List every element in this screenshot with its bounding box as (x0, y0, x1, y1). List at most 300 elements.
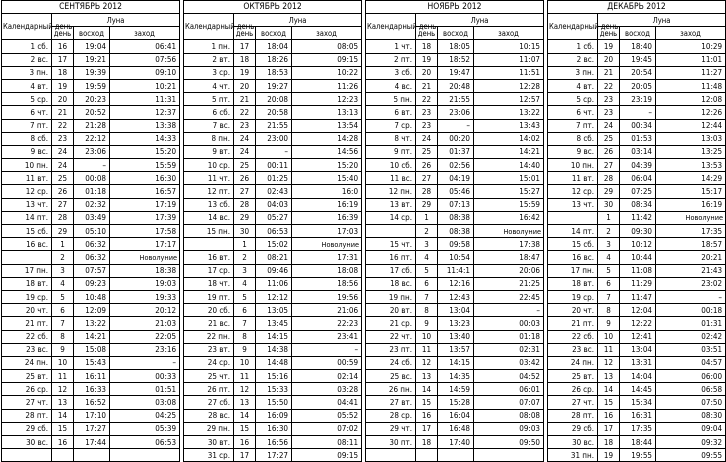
table-row (366, 159, 544, 172)
moon-table (365, 0, 544, 462)
table-row (548, 40, 726, 53)
moonrise-cell: 01:18 (74, 185, 110, 198)
moon-day-header: день (598, 27, 620, 40)
moonrise-cell: 20:23 (74, 93, 110, 106)
calendar-day-cell: 20 чт. (548, 304, 598, 317)
moonrise-cell: 20:48 (438, 79, 474, 92)
calendar-day-cell: 2 вс. (548, 53, 598, 66)
table-row (366, 370, 544, 383)
moon-day-cell: 1 (598, 211, 620, 224)
moon-day-cell: 27 (52, 198, 74, 211)
table-row (548, 119, 726, 132)
calendar-day-cell: 24 сб. (366, 356, 416, 369)
calendar-day-cell: 7 пт. (548, 119, 598, 132)
table-row (184, 198, 362, 211)
moonset-cell: – (656, 290, 726, 303)
moon-day-cell: 23 (416, 106, 438, 119)
moon-day-cell: 20 (52, 93, 74, 106)
calendar-day-cell: 23 пт. (366, 343, 416, 356)
table-row (2, 185, 180, 198)
calendar-day-cell: 21 пт. (548, 317, 598, 330)
moon-day-cell: 10 (598, 330, 620, 343)
moonrise-cell: 03:14 (620, 145, 656, 158)
table-row (184, 185, 362, 198)
moonrise-cell: 14:21 (74, 330, 110, 343)
new-moon-label: Новолуние (110, 251, 180, 264)
moonrise-header: восход (438, 27, 474, 40)
moonset-cell: 04:25 (110, 409, 180, 422)
calendar-day-cell: 17 сб. (366, 264, 416, 277)
table-row (548, 317, 726, 330)
moon-day-cell: 9 (416, 317, 438, 330)
calendar-day-cell: 9 пт. (366, 145, 416, 158)
calendar-day-cell: 11 чт. (184, 172, 234, 185)
moonset-header: заход (656, 27, 726, 40)
table-row (366, 409, 544, 422)
moonset-cell: 22:23 (292, 317, 362, 330)
moonset-cell: 12:28 (474, 79, 544, 92)
moon-table (547, 0, 726, 462)
moonrise-cell: 04:39 (620, 159, 656, 172)
moonrise-cell: 13:04 (620, 343, 656, 356)
moonset-cell: 16:0 (292, 185, 362, 198)
table-row (366, 93, 544, 106)
moon-day-cell: 3 (234, 264, 256, 277)
moonrise-cell: 12:16 (438, 277, 474, 290)
moon-day-cell: 23 (52, 132, 74, 145)
moon-day-cell: 22 (416, 93, 438, 106)
table-row (2, 119, 180, 132)
calendar-day-cell: 8 чт. (366, 132, 416, 145)
month-title: СЕНТЯБРЬ 2012 (2, 1, 180, 14)
moonset-cell: 07:50 (656, 396, 726, 409)
table-row (2, 277, 180, 290)
moonset-cell: 16:42 (474, 211, 544, 224)
table-row (2, 211, 180, 224)
moonset-cell: 21:06 (292, 304, 362, 317)
calendar-day-cell: 26 пн. (366, 383, 416, 396)
table-row (366, 119, 544, 132)
table-row (2, 449, 180, 462)
calendar-day-header: Календарный день (2, 14, 52, 40)
moon-day-cell: 19 (416, 53, 438, 66)
moon-header: Луна (234, 14, 362, 27)
moonset-cell: 15:17 (656, 185, 726, 198)
moonrise-cell: 17:44 (74, 436, 110, 449)
moon-day-cell: 1 (416, 211, 438, 224)
moon-day-cell: 24 (598, 119, 620, 132)
moonrise-cell: 15:16 (256, 370, 292, 383)
moonrise-cell: 17:40 (438, 436, 474, 449)
table-row (184, 436, 362, 449)
moon-day-cell: 6 (234, 304, 256, 317)
moon-day-cell: 29 (416, 198, 438, 211)
empty-cell (416, 449, 438, 462)
calendar-day-cell: 30 вс. (548, 436, 598, 449)
moon-day-cell: 12 (52, 383, 74, 396)
calendar-day-cell: 10 пн. (2, 159, 52, 172)
table-row (2, 290, 180, 303)
moonrise-cell: 00:34 (620, 119, 656, 132)
moonrise-cell: 20:08 (256, 93, 292, 106)
moonrise-cell: 17:10 (74, 409, 110, 422)
moonset-cell: 18:57 (656, 238, 726, 251)
moonrise-cell: 15:08 (74, 343, 110, 356)
moon-day-cell: 5 (234, 290, 256, 303)
calendar-day-cell: 3 пн. (2, 66, 52, 79)
moonset-cell: 11:26 (292, 79, 362, 92)
moonrise-cell: 18:53 (256, 66, 292, 79)
moonset-cell: 15:27 (474, 185, 544, 198)
table-row (184, 225, 362, 238)
table-row (184, 251, 362, 264)
moon-day-cell: 3 (416, 238, 438, 251)
calendar-day-cell (548, 211, 598, 224)
table-row (366, 40, 544, 53)
new-moon-row (366, 225, 544, 238)
month-table-3 (365, 0, 543, 447)
table-row (548, 422, 726, 435)
table-row (548, 93, 726, 106)
calendar-day-cell: 10 сб. (366, 159, 416, 172)
moon-day-cell: 17 (234, 449, 256, 462)
moonset-cell: 14:56 (292, 145, 362, 158)
calendar-day-cell: 13 чт. (2, 198, 52, 211)
moon-day-cell: 6 (416, 277, 438, 290)
moon-header: Луна (52, 14, 180, 27)
table-row (184, 40, 362, 53)
moon-day-cell: 27 (598, 159, 620, 172)
table-row (2, 79, 180, 92)
table-row (366, 290, 544, 303)
table-row (2, 317, 180, 330)
calendar-day-cell: 27 вт. (366, 396, 416, 409)
moon-day-cell: 9 (52, 343, 74, 356)
moon-day-cell: 19 (234, 66, 256, 79)
table-row (366, 422, 544, 435)
calendar-day-cell: 17 пн. (2, 264, 52, 277)
moon-day-cell: 17 (598, 422, 620, 435)
table-row (2, 53, 180, 66)
moon-day-cell: 10 (416, 330, 438, 343)
moonrise-cell: 11:47 (620, 290, 656, 303)
calendar-day-cell: 19 ср. (2, 290, 52, 303)
calendar-day-cell: 2 вс. (2, 53, 52, 66)
moonrise-cell: 19:45 (620, 53, 656, 66)
table-row (366, 251, 544, 264)
moonrise-cell: 09:30 (620, 225, 656, 238)
table-row (184, 317, 362, 330)
table-row (548, 383, 726, 396)
calendar-day-cell: 15 пн. (184, 225, 234, 238)
moonset-cell: 22:45 (474, 290, 544, 303)
moonrise-cell: 05:10 (74, 225, 110, 238)
calendar-day-cell: 23 вт. (184, 343, 234, 356)
calendar-day-cell: 16 вт. (184, 251, 234, 264)
calendar-day-cell: 5 ср. (548, 93, 598, 106)
moonset-cell: 22:05 (110, 330, 180, 343)
moon-day-header: день (52, 27, 74, 40)
moon-table (183, 0, 362, 462)
moon-day-cell: 23 (234, 119, 256, 132)
moonset-cell: 18:08 (292, 264, 362, 277)
month-table-1 (1, 0, 179, 447)
calendar-day-cell: 6 чт. (548, 106, 598, 119)
moonrise-cell: 00:11 (256, 159, 292, 172)
moonrise-cell: 14:45 (620, 383, 656, 396)
moonrise-cell: 02:56 (438, 159, 474, 172)
moon-day-cell: 24 (234, 145, 256, 158)
moonrise-cell: 18:05 (438, 40, 474, 53)
moonrise-cell: 20:54 (620, 66, 656, 79)
moonrise-cell: 14:59 (438, 383, 474, 396)
calendar-day-cell: 17 ср. (184, 264, 234, 277)
table-row (548, 436, 726, 449)
moon-day-cell: 21 (598, 66, 620, 79)
table-row (2, 370, 180, 383)
moon-day-cell: 28 (416, 185, 438, 198)
table-row (366, 330, 544, 343)
calendar-day-cell: 12 ср. (2, 185, 52, 198)
table-row (184, 396, 362, 409)
empty-cell (2, 449, 52, 462)
moonset-cell: 02:31 (474, 343, 544, 356)
moonrise-cell: 09:23 (74, 277, 110, 290)
calendar-day-cell: 24 пн. (548, 356, 598, 369)
moonrise-cell: 16:04 (438, 409, 474, 422)
table-row (184, 304, 362, 317)
table-row (366, 79, 544, 92)
moon-day-cell: 13 (598, 370, 620, 383)
moonrise-cell: 06:53 (256, 225, 292, 238)
calendar-day-cell: 28 ср. (366, 409, 416, 422)
moon-day-cell: 2 (416, 225, 438, 238)
table-row (548, 277, 726, 290)
moonrise-cell: – (74, 159, 110, 172)
calendar-day-cell: 26 пт. (184, 383, 234, 396)
calendar-day-cell: 21 пт. (2, 317, 52, 330)
moonset-cell: 16:30 (110, 172, 180, 185)
moonset-cell: 11:31 (110, 93, 180, 106)
moon-day-cell: 29 (52, 225, 74, 238)
table-row (548, 304, 726, 317)
calendar-day-cell: 14 ср. (366, 211, 416, 224)
table-row (548, 409, 726, 422)
moonset-cell: 05:52 (292, 409, 362, 422)
moonset-cell: 20:06 (474, 264, 544, 277)
moon-day-cell: 1 (52, 238, 74, 251)
calendar-day-cell: 3 ср. (184, 66, 234, 79)
table-row (366, 277, 544, 290)
calendar-day-cell: 19 пт. (184, 290, 234, 303)
moonrise-cell: 18:44 (620, 436, 656, 449)
moon-day-cell: 15 (598, 396, 620, 409)
moon-day-cell: 5 (598, 264, 620, 277)
moonset-cell: 17:38 (474, 238, 544, 251)
moon-day-cell: 9 (598, 317, 620, 330)
moonset-cell: 03:28 (292, 383, 362, 396)
moon-day-header: день (416, 27, 438, 40)
calendar-day-cell: 23 вс. (2, 343, 52, 356)
moonrise-cell: 13:04 (438, 304, 474, 317)
table-row (2, 330, 180, 343)
moon-day-cell: 20 (598, 53, 620, 66)
moonrise-cell: 00:20 (438, 132, 474, 145)
moon-day-cell: 3 (598, 238, 620, 251)
moonrise-cell: 08:34 (620, 198, 656, 211)
calendar-day-cell: 14 пт. (548, 225, 598, 238)
moonrise-cell: 10:54 (438, 251, 474, 264)
moonrise-cell: 23:00 (256, 132, 292, 145)
calendar-day-cell: 27 сб. (184, 396, 234, 409)
moonrise-cell: 17:35 (620, 422, 656, 435)
calendar-day-cell: 4 чт. (184, 79, 234, 92)
moonset-cell: 00:33 (110, 370, 180, 383)
table-row (366, 343, 544, 356)
moonset-cell: 14:33 (110, 132, 180, 145)
moon-day-cell: 16 (52, 436, 74, 449)
moonrise-cell: 07:57 (74, 264, 110, 277)
table-row (184, 343, 362, 356)
new-moon-row (548, 211, 726, 224)
moonset-cell: 06:41 (110, 40, 180, 53)
calendar-day-cell: 19 пн. (366, 290, 416, 303)
table-row (366, 383, 544, 396)
moonset-cell: 23:16 (110, 343, 180, 356)
moon-day-cell: 23 (598, 106, 620, 119)
moonrise-cell: 15:43 (74, 356, 110, 369)
moonrise-cell: 13:45 (256, 317, 292, 330)
moonset-cell: 08:05 (292, 40, 362, 53)
moonrise-cell: 12:41 (620, 330, 656, 343)
moonrise-cell: 12:12 (256, 290, 292, 303)
calendar-day-cell (366, 225, 416, 238)
moonrise-cell: 01:25 (256, 172, 292, 185)
moonset-cell: 21:43 (656, 264, 726, 277)
moon-day-cell: 22 (52, 119, 74, 132)
calendar-day-cell: 8 пн. (184, 132, 234, 145)
table-row (548, 106, 726, 119)
moonset-cell: 13:03 (656, 132, 726, 145)
calendar-day-cell: 20 сб. (184, 304, 234, 317)
moonrise-cell: – (256, 145, 292, 158)
moon-day-cell: 13 (52, 396, 74, 409)
moon-day-cell: 5 (416, 264, 438, 277)
moon-day-cell: 5 (52, 290, 74, 303)
moonset-cell: 19:03 (110, 277, 180, 290)
moonrise-cell: 15:02 (256, 238, 292, 251)
table-row (2, 106, 180, 119)
calendar-day-cell: 25 вс. (366, 370, 416, 383)
moonset-cell: 04:41 (292, 396, 362, 409)
moon-day-cell: 23 (416, 119, 438, 132)
moon-day-cell: 24 (416, 132, 438, 145)
moonset-cell: 21:03 (110, 317, 180, 330)
moon-day-header: день (234, 27, 256, 40)
moonrise-cell: 12:09 (74, 304, 110, 317)
calendar-day-cell: 16 вс. (548, 251, 598, 264)
moon-day-cell: 28 (234, 198, 256, 211)
calendar-day-cell: 21 вс. (184, 317, 234, 330)
moonrise-cell: 19:47 (438, 66, 474, 79)
title-row (2, 1, 180, 14)
table-row (548, 79, 726, 92)
moonset-cell: 10:15 (474, 40, 544, 53)
calendar-day-cell: 22 чт. (366, 330, 416, 343)
moon-day-cell: 4 (234, 277, 256, 290)
table-row (184, 409, 362, 422)
moonset-cell: – (292, 343, 362, 356)
moonset-cell: 04:52 (474, 370, 544, 383)
moon-day-cell: 24 (52, 145, 74, 158)
moonrise-cell: 18:04 (256, 40, 292, 53)
moonset-cell: 13:53 (656, 159, 726, 172)
table-row (366, 396, 544, 409)
calendar-day-cell: 4 вт. (2, 79, 52, 92)
calendar-day-cell: 11 вт. (2, 172, 52, 185)
moonset-cell: 12:57 (474, 93, 544, 106)
moonset-cell: 21:25 (474, 277, 544, 290)
moonrise-cell: 20:58 (256, 106, 292, 119)
new-moon-label: Новолуние (656, 211, 726, 224)
moonrise-cell: 09:46 (256, 264, 292, 277)
calendar-day-cell: 29 чт. (366, 422, 416, 435)
calendar-day-cell: 14 пт. (2, 211, 52, 224)
calendar-day-cell: 24 ср. (184, 356, 234, 369)
moonset-cell: 13:54 (292, 119, 362, 132)
calendar-day-cell: 10 пн. (548, 159, 598, 172)
moon-day-cell: 7 (598, 290, 620, 303)
moonset-cell: 17:19 (110, 198, 180, 211)
calendar-day-cell: 19 ср. (548, 290, 598, 303)
calendar-day-cell: 26 ср. (2, 383, 52, 396)
header-row (548, 14, 726, 27)
moon-day-cell: 2 (234, 251, 256, 264)
moonset-cell: 20:21 (656, 251, 726, 264)
moonrise-cell: 16:52 (74, 396, 110, 409)
moonset-cell: 13:43 (474, 119, 544, 132)
table-row (184, 66, 362, 79)
calendar-day-cell: 20 вт. (366, 304, 416, 317)
moonrise-cell: 01:53 (620, 132, 656, 145)
moonset-cell: 06:58 (656, 383, 726, 396)
moonrise-cell: 23:06 (74, 145, 110, 158)
moon-day-cell: 13 (416, 370, 438, 383)
moonrise-cell: 11:42 (620, 211, 656, 224)
calendar-day-cell: 11 вт. (548, 172, 598, 185)
moonrise-cell: 11:06 (256, 277, 292, 290)
calendar-day-cell: 29 сб. (2, 422, 52, 435)
moon-day-cell: 23 (598, 93, 620, 106)
moonset-cell: 02:14 (292, 370, 362, 383)
moonset-cell: 19:56 (292, 290, 362, 303)
table-row (548, 132, 726, 145)
table-row (548, 53, 726, 66)
moonrise-cell: 02:32 (74, 198, 110, 211)
moon-day-cell: 10 (234, 356, 256, 369)
calendar-day-cell: 1 сб. (548, 40, 598, 53)
moonset-cell: 06:53 (110, 436, 180, 449)
moonset-cell: 20:12 (110, 304, 180, 317)
calendar-day-cell: 7 вс. (184, 119, 234, 132)
moonset-cell: 18:38 (110, 264, 180, 277)
moonrise-cell: 19:04 (74, 40, 110, 53)
moonrise-cell: 14:15 (256, 330, 292, 343)
moonrise-cell: 11:08 (620, 264, 656, 277)
moonset-cell: 19:33 (110, 290, 180, 303)
table-row (2, 225, 180, 238)
moonrise-cell: 13:40 (438, 330, 474, 343)
